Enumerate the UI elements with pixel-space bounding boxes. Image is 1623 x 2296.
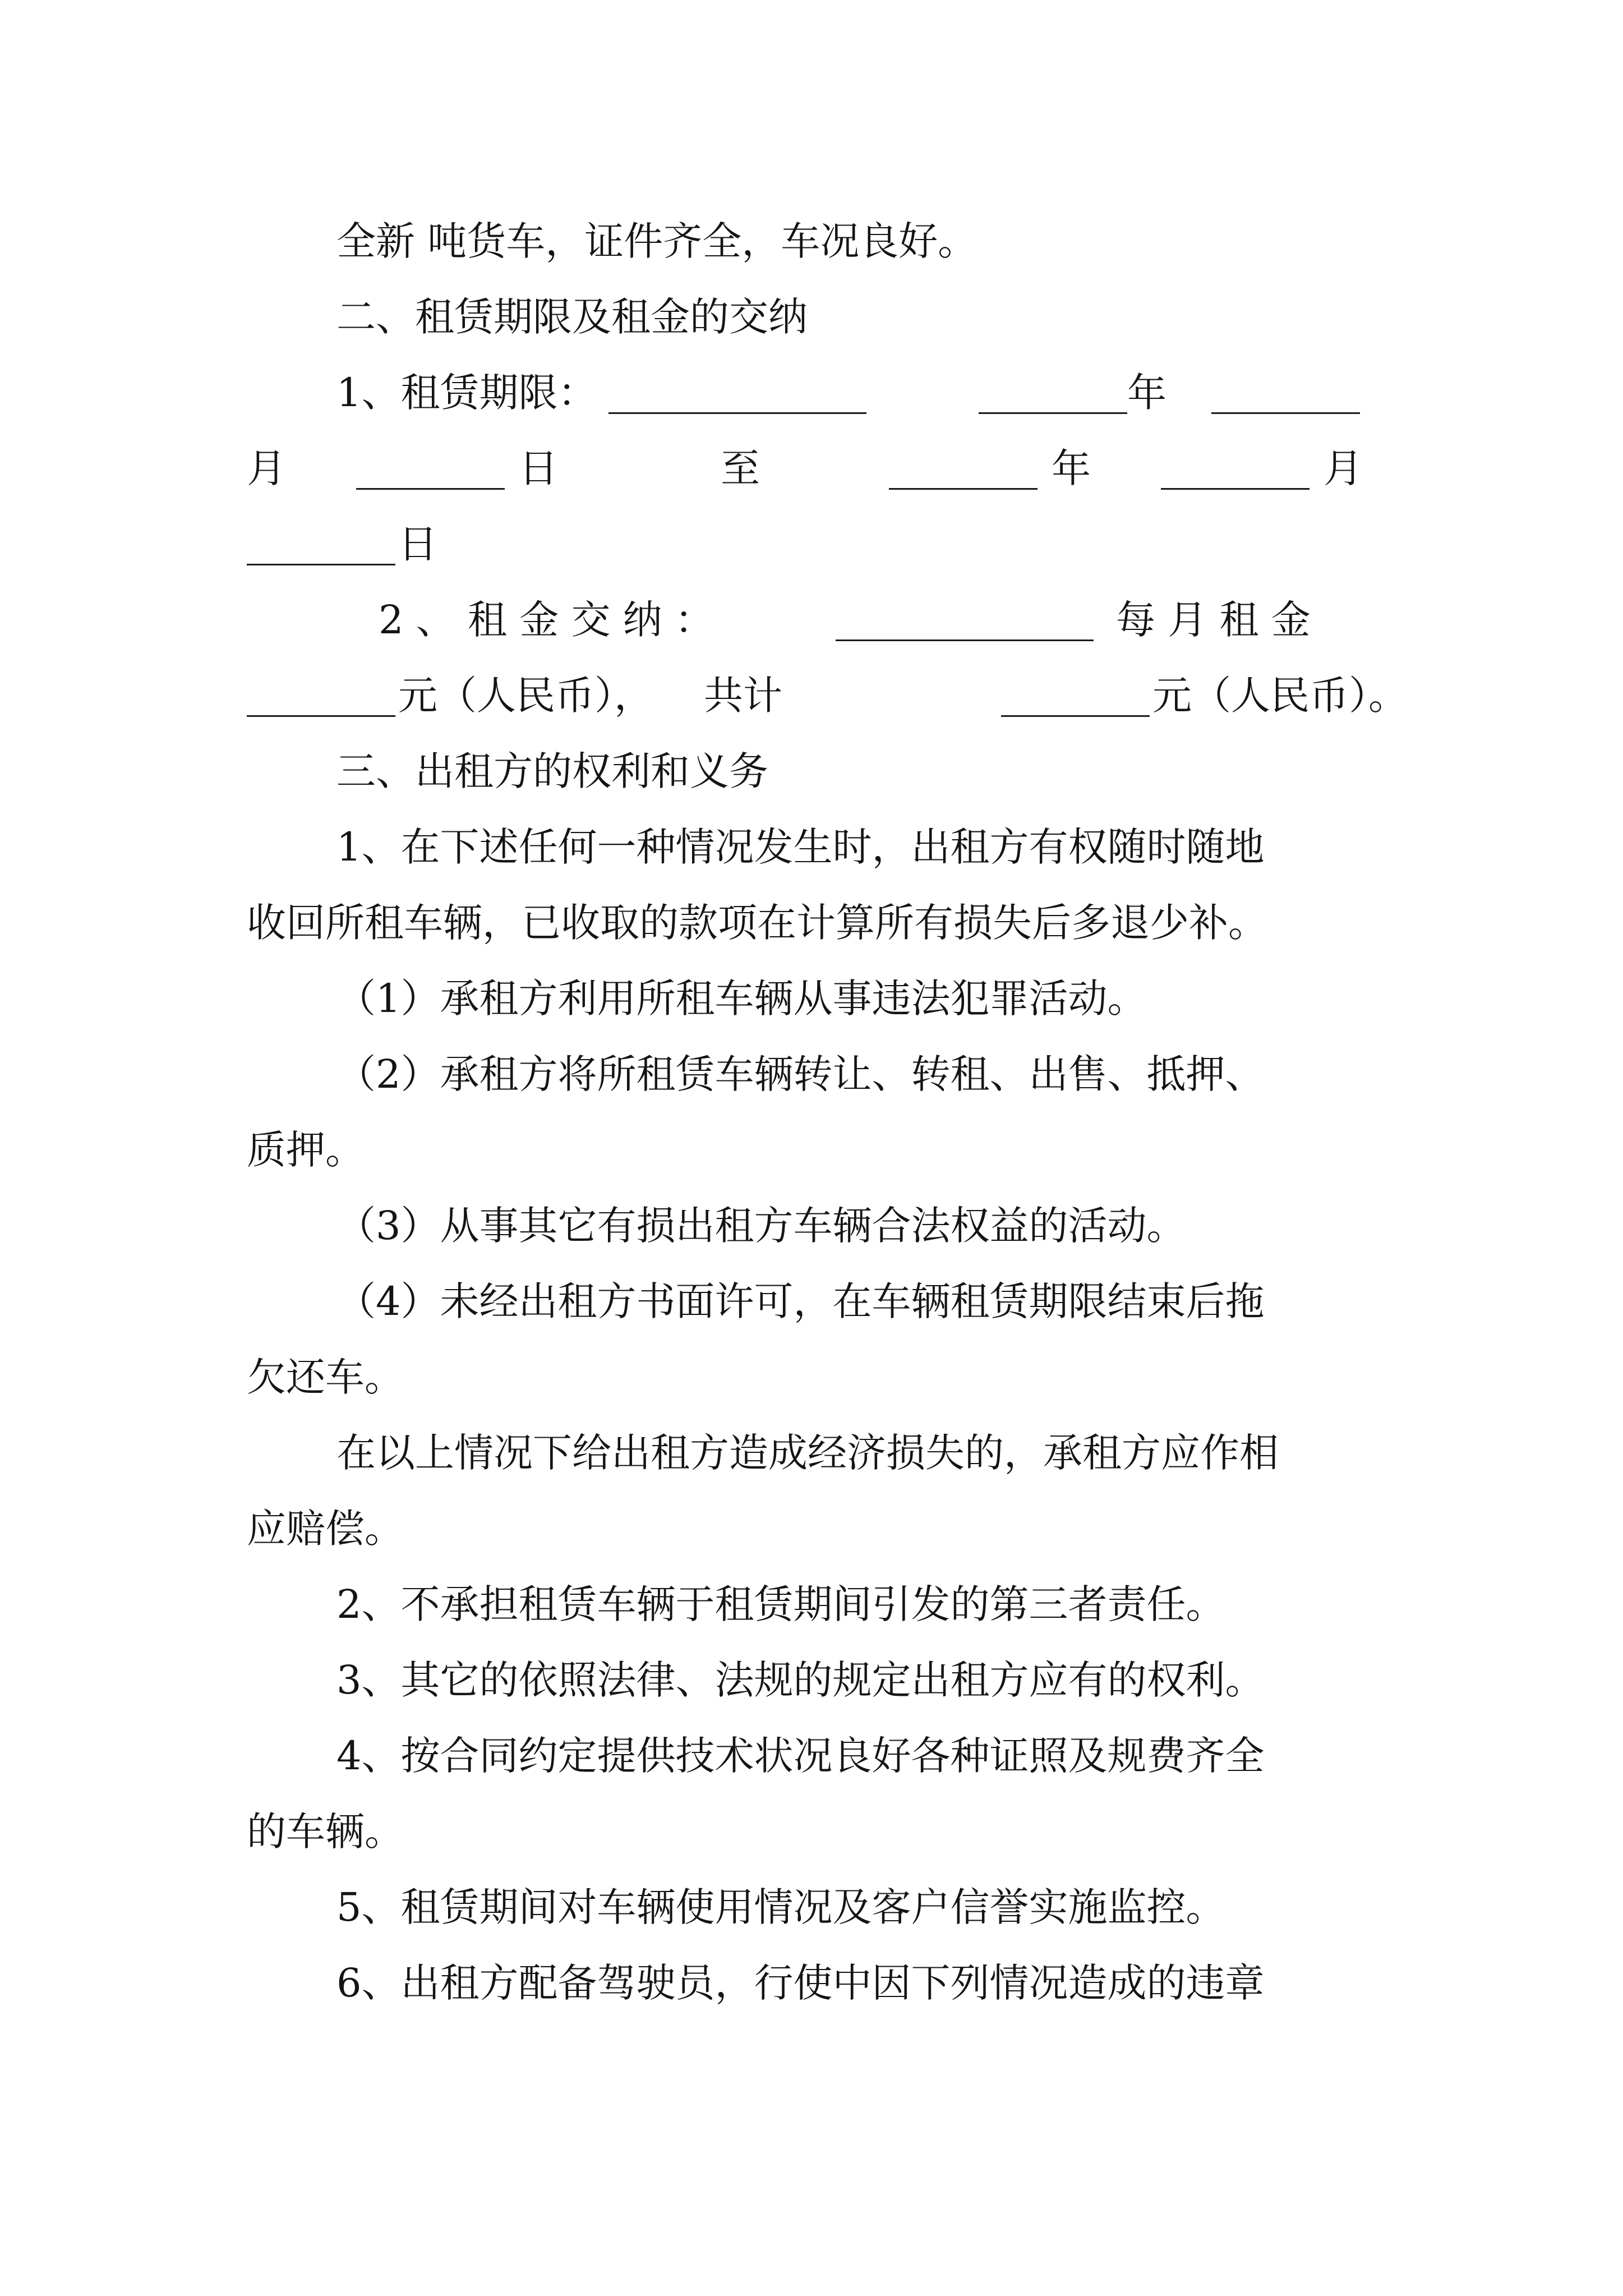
paragraph-text: （1）承租方利用所租车辆从事违法犯罪活动。 <box>336 976 1147 1022</box>
blank-field <box>1001 715 1150 717</box>
year-label: 年 <box>1127 370 1166 416</box>
paragraph-text: 在以上情况下给出租方造成经济损失的，承租方应作相 <box>336 1430 1279 1476</box>
text-vehicle-description: 全新 吨货车，证件齐全，车况良好。 <box>336 218 978 264</box>
monthly-rent-label: 每 月 租 金 <box>1116 597 1311 643</box>
paragraph-text: 应赔偿。 <box>247 1506 404 1552</box>
heading-text: 二、租赁期限及租金的交纳 <box>336 294 808 340</box>
paragraph-text: （2）承租方将所租赁车辆转让、转租、出售、抵押、 <box>336 1051 1265 1097</box>
blank-field <box>247 715 395 717</box>
lease-term-label: 1、租赁期限： <box>336 370 597 416</box>
month-label: 月 <box>1324 445 1363 491</box>
blank-field <box>247 564 395 565</box>
blank-field <box>1161 488 1310 490</box>
yuan-label: 元（人民币）。 <box>1152 673 1408 719</box>
total-label: 共计 <box>704 673 782 719</box>
blank-field <box>608 412 866 414</box>
blank-field <box>356 488 505 490</box>
paragraph-text: 收回所租车辆，已收取的款项在计算所有损失后多退少补。 <box>247 900 1267 946</box>
paragraph-text: 2、不承担租赁车辆于租赁期间引发的第三者责任。 <box>336 1581 1225 1627</box>
paragraph-text: 4、按合同约定提供技术状况良好各种证照及规费齐全 <box>336 1733 1265 1779</box>
paragraph-text: 1、在下述任何一种情况发生时，出租方有权随时随地 <box>336 824 1265 870</box>
blank-field <box>979 412 1127 414</box>
blank-field <box>889 488 1038 490</box>
month-label: 月 <box>247 445 286 491</box>
day-label: 日 <box>519 445 558 491</box>
year-label: 年 <box>1052 445 1091 491</box>
heading-text: 三、出租方的权利和义务 <box>336 748 768 794</box>
paragraph-text: （4）未经出租方书面许可，在车辆租赁期限结束后拖 <box>336 1278 1265 1324</box>
yuan-label: 元（人民币）， <box>398 673 653 719</box>
paragraph-text: （3）从事其它有损出租方车辆合法权益的活动。 <box>336 1203 1186 1249</box>
paragraph-text: 3、其它的依照法律、法规的规定出租方应有的权利。 <box>336 1657 1265 1703</box>
paragraph-text: 欠还车。 <box>247 1354 404 1400</box>
paragraph-text: 质押。 <box>247 1127 365 1173</box>
to-label: 至 <box>721 445 760 491</box>
paragraph-text: 的车辆。 <box>247 1809 404 1855</box>
rent-payment-label: 2 、 租 金 交 纳 ： <box>379 597 714 643</box>
day-label: 日 <box>398 521 437 567</box>
blank-field <box>836 639 1094 641</box>
blank-field <box>1211 412 1360 414</box>
paragraph-text: 6、出租方配备驾驶员，行使中因下列情况造成的违章 <box>336 1960 1265 2006</box>
paragraph-text: 5、租赁期间对车辆使用情况及客户信誉实施监控。 <box>336 1884 1225 1930</box>
